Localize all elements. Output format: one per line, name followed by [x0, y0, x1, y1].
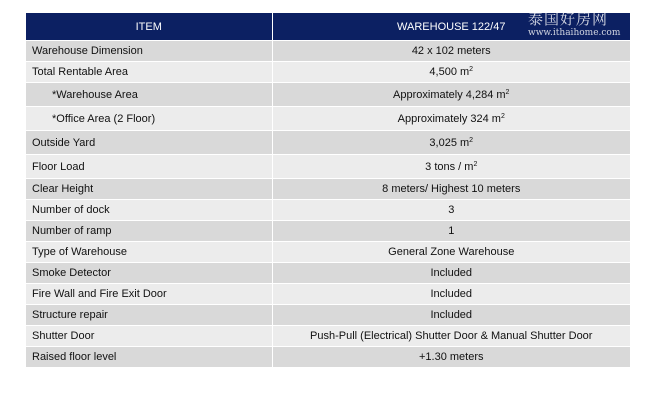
row-value: Included — [272, 263, 630, 284]
row-value: 42 x 102 meters — [272, 41, 630, 62]
header-item: ITEM — [26, 13, 272, 41]
row-label: Warehouse Dimension — [26, 41, 272, 62]
row-label: Floor Load — [26, 155, 272, 179]
table-row — [26, 131, 630, 155]
row-label: Fire Wall and Fire Exit Door — [26, 284, 272, 305]
table-row — [26, 62, 630, 83]
table-row — [26, 221, 630, 242]
header-warehouse: WAREHOUSE 122/47 — [272, 13, 630, 41]
row-value: +1.30 meters — [272, 347, 630, 368]
row-value: Push-Pull (Electrical) Shutter Door & Manual Shutter Door — [272, 326, 630, 347]
table-row — [26, 155, 630, 179]
row-value: Included — [272, 305, 630, 326]
table-row — [26, 326, 630, 347]
row-label: *Warehouse Area — [26, 83, 272, 107]
row-label: Number of dock — [26, 200, 272, 221]
table-row — [26, 41, 630, 62]
table-row — [26, 200, 630, 221]
watermark-url: www.ithaihome.com — [528, 28, 621, 38]
row-label: Total Rentable Area — [26, 62, 272, 83]
row-label: Outside Yard — [26, 131, 272, 155]
row-value: Approximately 324 $m^2$ — [272, 107, 630, 131]
row-label: Clear Height — [26, 179, 272, 200]
row-label: Smoke Detector — [26, 263, 272, 284]
watermark-chinese-text: 泰国好房网 — [528, 10, 609, 28]
row-value: 3,025 $m^2$ — [272, 131, 630, 155]
row-value: General Zone Warehouse — [272, 242, 630, 263]
row-label: Structure repair — [26, 305, 272, 326]
row-label: Shutter Door — [26, 326, 272, 347]
row-value: 3 tons / $m^2$ — [272, 155, 630, 179]
row-label: *Office Area (2 Floor) — [26, 107, 272, 131]
row-value: 8 meters/ Highest 10 meters — [272, 179, 630, 200]
table-row — [26, 107, 630, 131]
row-value: Included — [272, 284, 630, 305]
table-row — [26, 263, 630, 284]
row-label: Raised floor level — [26, 347, 272, 368]
table-row — [26, 179, 630, 200]
table-row — [26, 284, 630, 305]
table-row — [26, 305, 630, 326]
table-header-row — [26, 13, 630, 41]
table-row — [26, 347, 630, 368]
row-value: 4,500 $m^2$ — [272, 62, 630, 83]
row-label: Number of ramp — [26, 221, 272, 242]
row-label: Type of Warehouse — [26, 242, 272, 263]
warehouse-spec-table — [26, 13, 630, 367]
table-row — [26, 242, 630, 263]
row-value: Approximately 4,284 $m^2$ — [272, 83, 630, 107]
row-value: 3 — [272, 200, 630, 221]
table-row — [26, 83, 630, 107]
row-value: 1 — [272, 221, 630, 242]
